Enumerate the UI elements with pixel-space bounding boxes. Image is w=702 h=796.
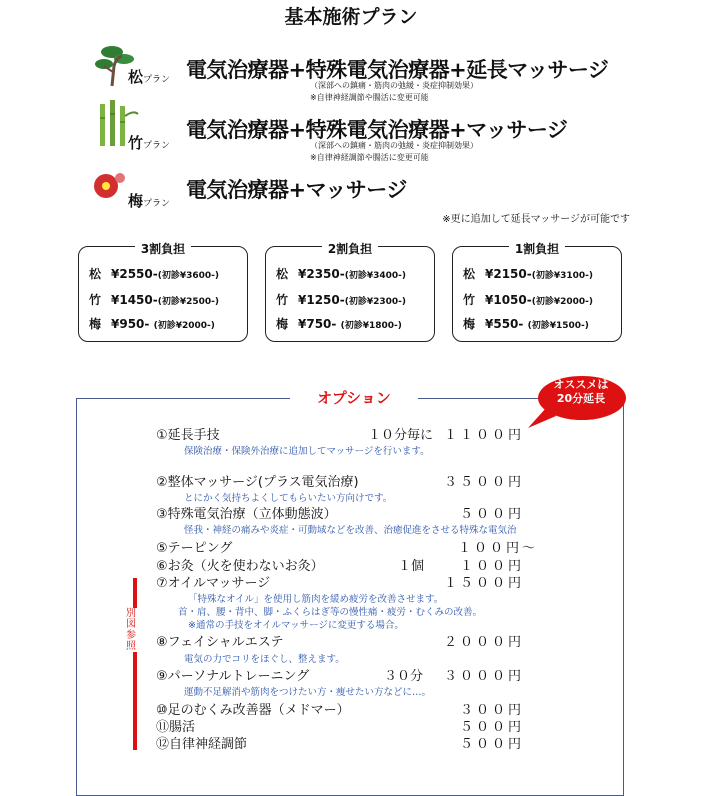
option-item-price: ３０００円: [443, 669, 524, 684]
option-item-price: １００円: [459, 559, 524, 574]
plan-take-title: 電気治療器+特殊電気治療器+マッサージ: [186, 118, 568, 142]
price-row: 竹 ¥1450-(初診¥2500-): [89, 293, 220, 307]
option-item-price: ５００円: [459, 720, 524, 735]
price-row: 竹 ¥1250-(初診¥2300-): [276, 293, 407, 307]
option-item-price: ３５００円: [443, 475, 524, 490]
option-item-unit: １個: [398, 559, 425, 574]
extra-note: ※更に追加して延長マッサージが可能です: [442, 214, 630, 225]
plan-matsu-note: （深部への鎮痛・筋肉の弛緩・炎症抑制効果） ※自律神経調節や腸活に変更可能: [310, 81, 478, 102]
price-box-header: 2割負担: [322, 242, 378, 256]
price-row: 竹 ¥1050-(初診¥2000-): [463, 293, 594, 307]
price-row: 松 ¥2150-(初診¥3100-): [463, 267, 594, 281]
option-item-price: ２０００円: [443, 635, 524, 650]
option-item-oil-massage: ⑦オイルマッサージ: [156, 576, 271, 591]
option-item-medomer: ⑩足のむくみ改善器（メドマー）: [156, 703, 350, 718]
option-item-price: ５００円: [459, 507, 524, 522]
plan-ume-name: 梅プラン: [128, 192, 171, 210]
side-red-bar: [133, 578, 137, 750]
plan-matsu-name: 松プラン: [128, 68, 171, 86]
option-item-personal-training: ⑨パーソナルトレーニング: [156, 669, 310, 684]
plan-take-note: （深部への鎮痛・筋肉の弛緩・炎症抑制効果） ※自律神経調節や腸活に変更可能: [310, 141, 478, 162]
option-item-moxibustion: ⑥お灸（火を使わないお灸）: [156, 559, 324, 574]
price-row: 梅 ¥750- (初診¥1800-): [276, 317, 402, 331]
option-item-desc: 「特殊なオイル」を使用し筋肉を緩め疲労を改善させます。: [188, 594, 444, 605]
option-item-desc: 運動不足解消や筋肉をつけたい方・痩せたい方などに…。: [184, 687, 432, 698]
price-box-3wari: [78, 242, 248, 342]
option-item-price: １５００円: [443, 576, 524, 591]
option-item-desc: 首・肩、腰・背中、脚・ふくらはぎ等の慢性痛・疲労・むくみの改善。: [178, 607, 483, 618]
price-row: 松 ¥2550-(初診¥3600-): [89, 267, 220, 281]
option-item-unit: １０分毎に: [368, 428, 434, 443]
option-item-price: ３００円: [459, 703, 524, 718]
option-item-price: １１００円: [443, 428, 524, 443]
price-box-header: 1割負担: [509, 242, 565, 256]
options-title: オプション: [317, 389, 391, 407]
price-row: 松 ¥2350-(初診¥3400-): [276, 267, 407, 281]
option-item-desc: 電気の力でコリをほぐし、整えます。: [184, 654, 345, 665]
option-item-seitai: ②整体マッサージ(プラス電気治療): [156, 475, 359, 490]
price-row: 梅 ¥550- (初診¥1500-): [463, 317, 589, 331]
plan-take-name: 竹プラン: [128, 134, 171, 152]
option-item-desc: とにかく気持ちよくしてもらいたい方向けです。: [184, 493, 393, 504]
price-box-1wari: [452, 242, 622, 342]
page-title: 基本施術プラン: [284, 6, 418, 28]
option-item-unit: ３０分: [384, 669, 424, 684]
price-box-header: 3割負担: [135, 242, 191, 256]
option-item-special-electric: ③特殊電気治療（立体動態波）: [156, 507, 337, 522]
option-item-taping: ⑤テーピング: [156, 541, 233, 556]
option-item-facial: ⑧フェイシャルエステ: [156, 635, 284, 650]
option-item-desc: 保険治療・保険外治療に追加してマッサージを行います。: [184, 446, 430, 457]
plan-ume-title: 電気治療器+マッサージ: [186, 178, 407, 202]
option-item-gut-care: ⑪腸活: [156, 720, 196, 735]
option-item-desc: 怪我・神経の痛みや炎症・可動域などを改善、治癒促進をさせる特殊な電気治: [184, 525, 517, 536]
option-item-autonomic: ⑫自律神経調節: [156, 737, 248, 752]
price-box-2wari: [265, 242, 435, 342]
price-row: 梅 ¥950- (初診¥2000-): [89, 317, 215, 331]
recommend-badge-text: オススメは 20分延長: [553, 378, 609, 405]
option-item-desc: ※通常の手技をオイルマッサージに変更する場合。: [188, 620, 404, 631]
plan-matsu-title: 電気治療器+特殊電気治療器+延長マッサージ: [186, 58, 609, 82]
option-item-price: １００円～: [457, 541, 538, 556]
option-item-price: ５００円: [459, 737, 524, 752]
side-label-see-figure: 別 図 参 照: [126, 608, 136, 652]
option-item-extension: ①延長手技: [156, 428, 220, 443]
